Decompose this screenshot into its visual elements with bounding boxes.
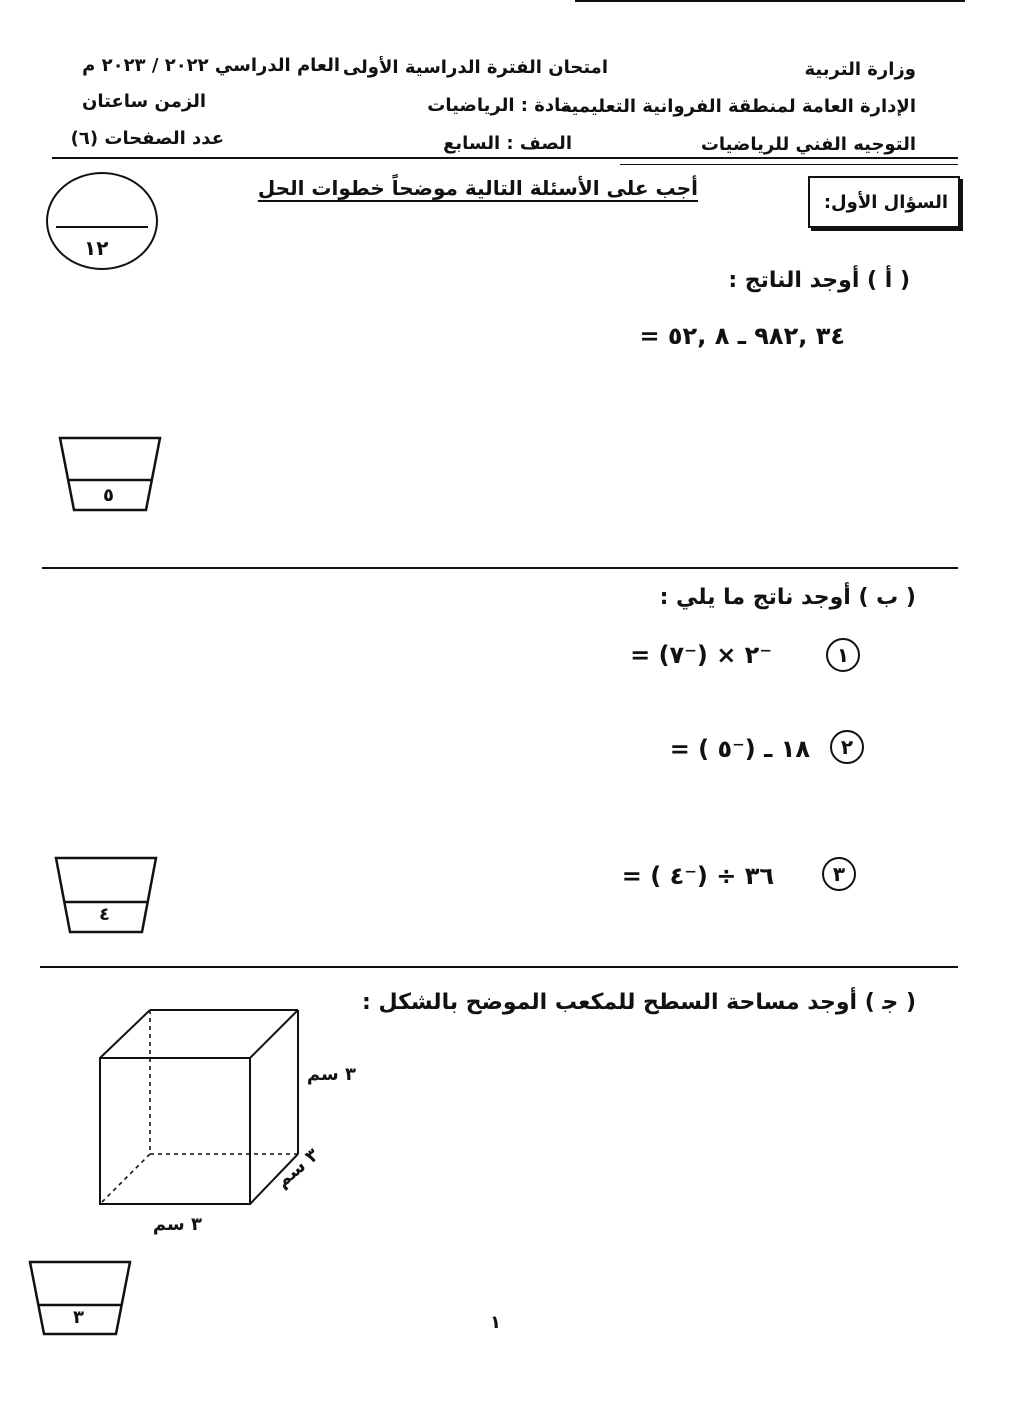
ministry-name: وزارة التربية — [804, 59, 916, 80]
total-score: ١٢ — [84, 236, 109, 260]
item-2-expression: ١٨ ـ (⁻٥ ) = — [669, 735, 810, 763]
item-1-expression: ⁻٢ × (⁻٧) = — [630, 641, 772, 669]
header-divider — [52, 157, 958, 159]
directorate-name: الإدارة العامة لمنطقة الفروانية التعليمية — [560, 96, 916, 117]
item-2-number: ٢ — [830, 730, 864, 764]
supervision-name: التوجيه الفني للرياضيات — [700, 134, 916, 155]
page-number: ١ — [490, 1312, 501, 1333]
header-divider-right — [620, 164, 958, 165]
total-score-line — [56, 226, 148, 228]
part-b-label: ( ب ) أوجد ناتج ما يلي : — [659, 585, 916, 610]
part-c-score: ٣ — [73, 1307, 84, 1328]
part-a-label: ( أ ) أوجد الناتج : — [728, 268, 910, 293]
question-instruction: أجب على الأسئلة التالية موضحاً خطوات الحل — [257, 176, 698, 200]
part-a-expression: ٣٤ ,٩٨٢ ـ ٨ ,٥٢ = — [639, 322, 845, 350]
page-count: عدد الصفحات (٦) — [70, 128, 224, 149]
total-score-circle — [46, 172, 158, 270]
item-1-number: ١ — [826, 638, 860, 672]
top-edge-line — [575, 0, 965, 2]
cube-width-label: ٣ سم — [152, 1214, 202, 1235]
cube-height-label: ٣ سم — [306, 1064, 356, 1085]
question-label: السؤال الأول: — [823, 192, 948, 213]
part-b-score: ٤ — [99, 904, 110, 925]
question-label-box — [808, 176, 960, 228]
item-3-number: ٣ — [822, 857, 856, 891]
part-a-score: ٥ — [103, 485, 114, 506]
exam-duration: الزمن ساعتان — [82, 91, 206, 112]
part-c-label: ( ﺟ ) أوجد مساحة السطح للمكعب الموضح بالشكل : — [362, 990, 916, 1015]
cube-depth-label: ٣ سم — [272, 1144, 324, 1193]
section-divider-1 — [42, 567, 958, 569]
academic-year: العام الدراسي ٢٠٢٢ / ٢٠٢٣ م — [82, 55, 340, 76]
exam-subject: مادة : الرياضيات — [427, 95, 572, 116]
item-3-expression: ٣٦ ÷ (⁻٤ ) = — [621, 862, 774, 890]
exam-title: امتحان الفترة الدراسية الأولى — [342, 57, 608, 78]
exam-grade: الصف : السابع — [443, 133, 572, 154]
section-divider-2 — [40, 966, 958, 968]
